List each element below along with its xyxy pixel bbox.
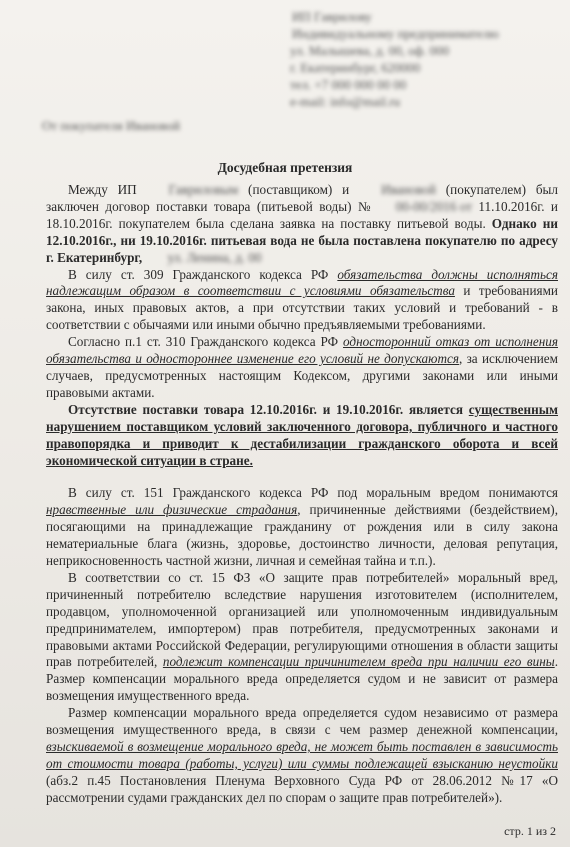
- redacted-text: Ивановой: [381, 182, 436, 197]
- text: В соответствии со ст. 15 ФЗ «О защите прав потребителей» моральный вред, причиненный потребителю вследствие нарушения изготовителем (исполнителем, продавцом, уполномоченной организацией или уполномоченным индивидуальным предпринимателем, импортером) прав потребителя, предусмотренных законами и правовыми актами Российской Федерации, регулирующими отношения в области защиты прав потребителей,: [46, 569, 558, 670]
- header-line: г. Екатеринбург, 620000: [290, 60, 421, 75]
- redacted-text: ул. Ленина, д. 00: [167, 249, 262, 265]
- document-body: [46, 182, 558, 807]
- addressee-header: [290, 8, 540, 110]
- page-number: стр. 1 из 2: [504, 824, 556, 838]
- text: и требованиями закона, иных правовых актов, а при отсутствии таких условий и требований - в соответствии с обычаями или иными обычно предъявляемыми требованиями.: [46, 283, 558, 333]
- bold-text: Однако ни 12.10.2016г., ни 19.10.2016г. питьевая вода не была поставлена покупателю по адресу г. Екатеринбург,: [46, 215, 558, 265]
- paragraph-art-309: [46, 267, 558, 335]
- underlined-italic-text: подлежит компенсации причинителем вреда при наличии его вины: [162, 654, 555, 670]
- sender-name: От покупателя Ивановой: [42, 118, 181, 133]
- text: , за исключением случаев, предусмотренных настоящим Кодексом, другими законами или иными правовыми актами.: [46, 351, 559, 400]
- bold-text: Отсутствие поставки товара 12.10.2016г. и 19.10.2016г. является: [68, 401, 469, 417]
- redacted-text: Гавриловым: [168, 182, 239, 197]
- text: Согласно п.1 ст. 310 Гражданского кодекса РФ: [68, 334, 344, 350]
- header-line: ИП Гаврилову: [292, 9, 372, 24]
- text: . Размер компенсации морального вреда определяется судом и не зависит от размера возмещения имущественного вреда.: [46, 654, 558, 704]
- text: Между ИП: [68, 182, 147, 197]
- underlined-italic-text: обязательства должны исполняться надлежащим образом в соответствии с условиями обязательства: [46, 266, 558, 299]
- document-title: Досудебная претензия: [217, 160, 353, 175]
- paragraph-violation: [46, 402, 558, 470]
- text: (абз.2 п.45 Постановления Пленума Верховного Суда РФ от 28.06.2012 №17 «О рассмотрении судами гражданских дел по спорам о защите прав потребителей»).: [46, 772, 558, 805]
- underlined-italic-text: взыскиваемой в возмещение морального вреда, не может быть поставлен в зависимость от стоимости товара (работы, услуги) или суммы подлежащей взысканию неустойки: [46, 739, 558, 771]
- text: , причиненные действиями (бездействием), посягающими на принадлежащие гражданину от рождения или в силу закона нематериальные блага (жизнь, здоровье, достоинство личности, деловая репутация, неприкосновенность частной жизни, личная и семейная тайна и т.п.).: [46, 502, 558, 569]
- text: В силу ст. 309 Гражданского кодекса РФ: [68, 266, 338, 282]
- underlined-italic-text: нравственные или физические страдания: [46, 502, 298, 518]
- paragraph-contract: [46, 182, 558, 267]
- sender-line: [42, 118, 180, 134]
- paragraph-art-310: [46, 334, 558, 402]
- text: (поставщиком) и: [238, 182, 360, 197]
- header-line: тел. +7 000 000 00 00: [290, 77, 407, 92]
- bold-underlined-text: существенным нарушением поставщиком условий заключенного договора, публичного и частного правопорядка и приводит к дестабилизации гражданского оборота и всей экономической ситуации в стране.: [46, 401, 558, 468]
- redacted-text: 00-00/2016 от: [395, 198, 472, 214]
- text: В силу ст. 151 Гражданского кодекса РФ под моральным вредом понимаются: [68, 485, 558, 501]
- underlined-italic-text: односторонний отказ от исполнения обязательства и одностороннее изменение его условий не допускаются: [46, 334, 558, 367]
- header-line: e-mail: info@mail.ru: [290, 94, 401, 109]
- text: Размер компенсации морального вреда определяется судом независимо от размера возмещения имущественного вреда, в связи с чем размер денежной компенсации,: [46, 705, 558, 738]
- text: (покупателем) был заключен договор поставки товара (питьевой воды) №: [46, 182, 558, 214]
- paragraph-compensation: [46, 705, 558, 806]
- paragraph-art-15: [46, 570, 558, 705]
- paragraph-art-151: [46, 485, 558, 570]
- text: 11.10.2016г. и 18.10.2016г. покупателем была сделана заявка на поставку питьевой воды.: [46, 198, 558, 231]
- header-line: Индивидуальному предпринимателю: [292, 26, 499, 41]
- header-line: ул. Малышева, д. 00, оф. 000: [290, 43, 450, 58]
